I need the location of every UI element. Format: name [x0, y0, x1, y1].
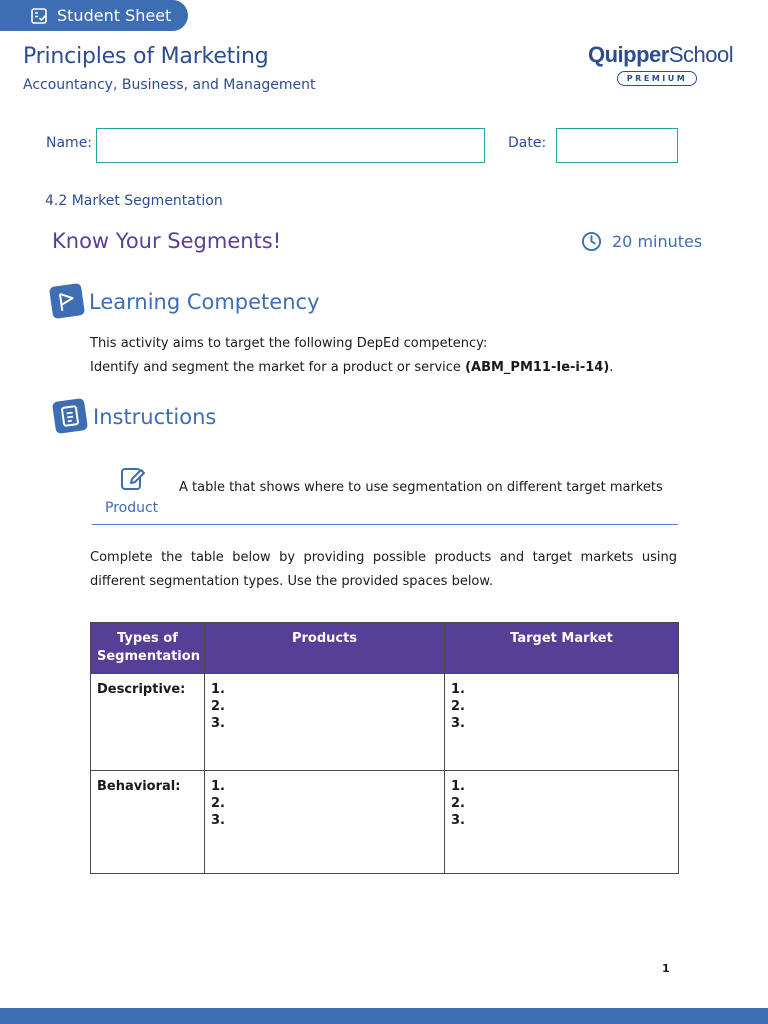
column-header-types: Types of Segmentation: [91, 623, 205, 674]
list-number: 3.: [451, 813, 465, 828]
badge-label: Student Sheet: [57, 6, 172, 25]
activity-title: Know Your Segments!: [52, 229, 282, 253]
quipper-school-logo: [588, 42, 734, 88]
target-market-cell[interactable]: [445, 771, 679, 874]
notes-icon: [52, 398, 88, 434]
product-description: A table that shows where to use segmentation on different target markets: [179, 480, 663, 495]
segmentation-type-cell: Descriptive:: [91, 674, 205, 771]
page-title: Principles of Marketing: [23, 44, 269, 69]
duration-text: 20 minutes: [612, 232, 703, 251]
name-label: Name:: [46, 135, 93, 151]
segmentation-type-cell: Behavioral:: [91, 771, 205, 874]
list-number: 3.: [451, 716, 465, 731]
divider: [92, 524, 678, 525]
product-label: Product: [105, 500, 159, 516]
list-number: 1.: [451, 682, 465, 697]
competency-code: (ABM_PM11-Ie-i-14): [465, 360, 610, 375]
list-number: 2.: [451, 796, 465, 811]
list-number: 1.: [211, 779, 225, 794]
list-number: 2.: [211, 796, 225, 811]
list-number: 3.: [211, 716, 225, 731]
date-field[interactable]: [556, 128, 678, 163]
competency-line-2: Identify and segment the market for a product or service (ABM_PM11-Ie-i-14).: [90, 360, 614, 375]
list-number: 3.: [211, 813, 225, 828]
edit-icon: [120, 466, 146, 492]
list-number: 1.: [451, 779, 465, 794]
list-number: 2.: [211, 699, 225, 714]
column-header-products: Products: [205, 623, 445, 674]
section-reference: 4.2 Market Segmentation: [45, 193, 223, 209]
date-label: Date:: [508, 135, 547, 151]
competency-text: [90, 332, 690, 380]
page-number: 1: [662, 962, 670, 975]
target-market-cell[interactable]: [445, 674, 679, 771]
flag-icon: [49, 283, 85, 319]
segmentation-table: [90, 622, 679, 874]
column-header-target-market: Target Market: [445, 623, 679, 674]
learning-competency-heading: Learning Competency: [89, 290, 320, 314]
instructions-heading: Instructions: [93, 405, 217, 429]
footer-bar: [0, 1008, 768, 1024]
activity-duration: [581, 231, 702, 252]
name-field[interactable]: [96, 128, 485, 163]
clipboard-check-icon: [30, 7, 48, 25]
table-header-row: [91, 623, 679, 674]
page-subtitle: Accountancy, Business, and Management: [23, 77, 316, 93]
instructions-body: Complete the table below by providing possible products and target markets using different segmentation types. Use the provided spaces below.: [90, 550, 677, 589]
list-number: 2.: [451, 699, 465, 714]
table-row: [91, 674, 679, 771]
list-number: 1.: [211, 682, 225, 697]
logo-premium-tag: PREMIUM: [617, 71, 697, 86]
products-cell[interactable]: [205, 771, 445, 874]
clock-icon: [581, 231, 602, 252]
student-sheet-badge: [0, 0, 188, 31]
table-row: [91, 771, 679, 874]
logo-wordmark: QuipperSchool: [588, 42, 734, 67]
competency-line-1: This activity aims to target the following DepEd competency:: [90, 336, 488, 351]
products-cell[interactable]: [205, 674, 445, 771]
